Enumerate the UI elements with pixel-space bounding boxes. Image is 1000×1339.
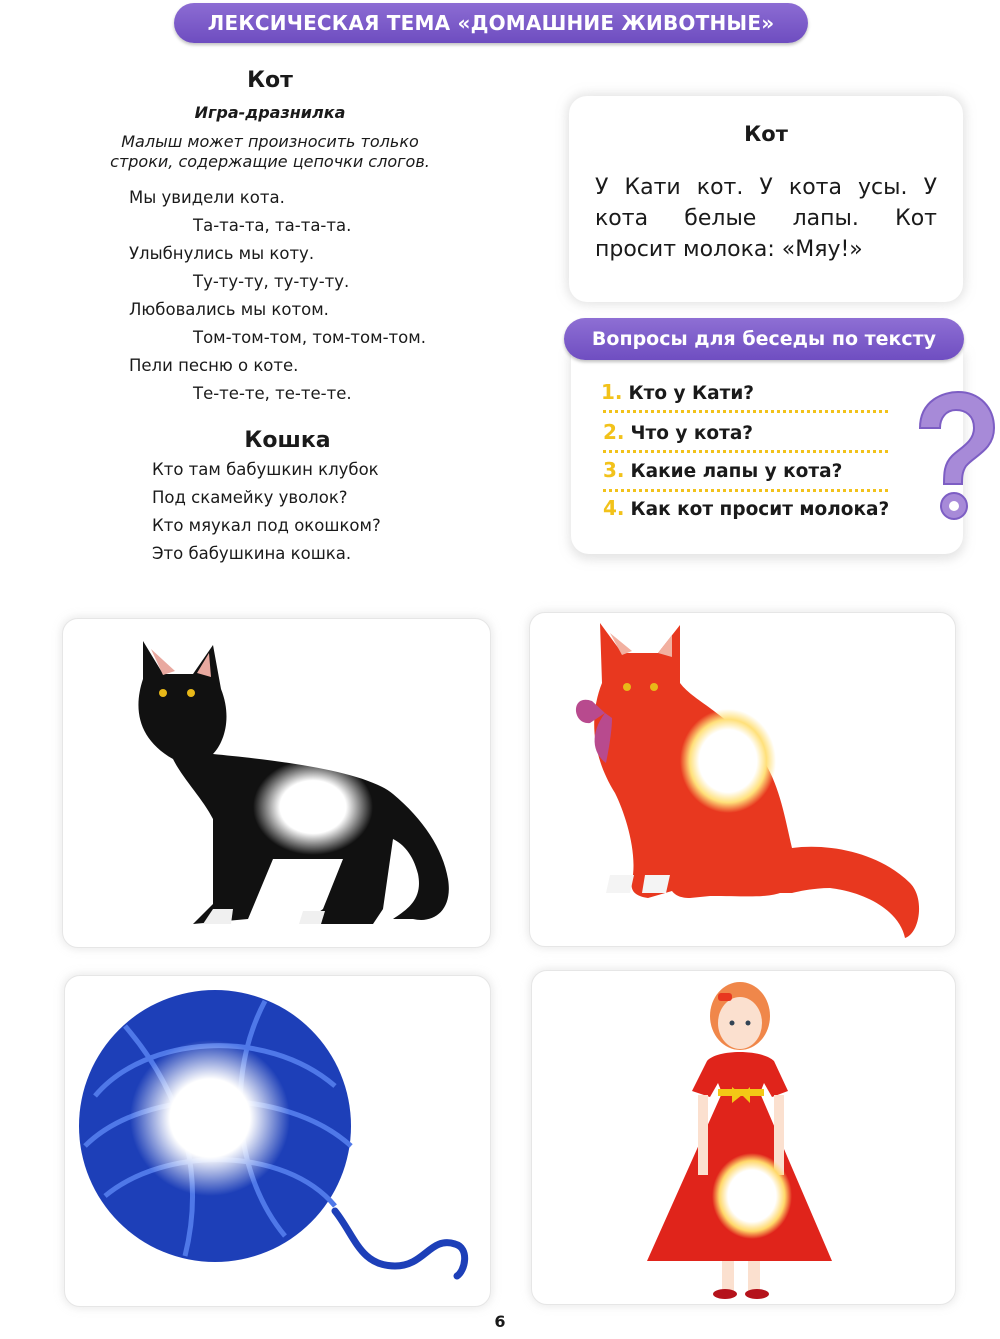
- question-number: 1.: [601, 380, 623, 404]
- dotted-divider: [603, 450, 888, 453]
- poem-line: Кто там бабушкин клубок: [152, 460, 379, 479]
- story-card: [569, 96, 963, 302]
- questions-title: Вопросы для беседы по тексту: [591, 328, 937, 350]
- question-number: 3.: [603, 458, 625, 482]
- dotted-divider: [603, 489, 888, 492]
- question-text: Кто у Кати?: [628, 383, 755, 404]
- question-item: [603, 420, 753, 444]
- poem-cat-note: [0, 132, 540, 172]
- black-cat-card: [62, 618, 491, 948]
- poem-cat-note-line: Малыш может произносить только: [121, 132, 419, 151]
- question-mark-icon: [910, 388, 998, 528]
- poem-line: Это бабушкина кошка.: [152, 544, 352, 563]
- page-number: 6: [494, 1312, 506, 1331]
- poem-line: Ту-ту-ту, ту-ту-ту.: [193, 272, 350, 291]
- poem-line: Пели песню о коте.: [129, 356, 299, 375]
- question-text: Как кот просит молока?: [630, 499, 890, 520]
- yarn-ball-card: [64, 975, 491, 1307]
- question-item: [601, 380, 754, 404]
- page-header-banner: [174, 3, 808, 43]
- story-text: У Кати кот. У кота усы. У кота белые лапы. Кот просит молока: «Мяу!»: [595, 175, 937, 262]
- question-text: Какие лапы у кота?: [630, 461, 843, 482]
- question-item: [603, 496, 889, 520]
- question-number: 2.: [603, 420, 625, 444]
- red-cat-card: [529, 612, 956, 947]
- poem-kitty-title: Кошка: [244, 428, 331, 453]
- poem-line: Те-те-те, те-те-те.: [193, 384, 352, 403]
- poem-line: Кто мяукал под окошком?: [152, 516, 381, 535]
- poem-cat-note-line: строки, содержащие цепочки слогов.: [110, 152, 430, 171]
- girl-in-red-dress-image: [532, 971, 955, 1304]
- dotted-divider: [603, 410, 888, 413]
- poem-line: Любовались мы котом.: [129, 300, 329, 319]
- page-header-title: ЛЕКСИЧЕСКАЯ ТЕМА «ДОМАШНИЕ ЖИВОТНЫЕ»: [207, 11, 775, 35]
- blue-yarn-ball-image: [65, 976, 490, 1306]
- story-title: Кот: [744, 122, 788, 146]
- black-cat-image: [63, 619, 490, 947]
- poem-line: Том-том-том, том-том-том.: [193, 328, 426, 347]
- question-item: [603, 458, 842, 482]
- poem-line: Под скамейку уволок?: [152, 488, 348, 507]
- girl-card: [531, 970, 956, 1305]
- question-text: Что у кота?: [630, 423, 754, 444]
- poem-cat-title: Кот: [247, 68, 293, 93]
- poem-cat-subtitle: Игра-дразнилка: [194, 103, 346, 122]
- questions-header: [564, 318, 964, 360]
- poem-line: Улыбнулись мы коту.: [129, 244, 315, 263]
- red-cat-image: [530, 613, 955, 946]
- poem-line: Та-та-та, та-та-та.: [193, 216, 352, 235]
- question-number: 4.: [603, 496, 625, 520]
- poem-line: Мы увидели кота.: [129, 188, 285, 207]
